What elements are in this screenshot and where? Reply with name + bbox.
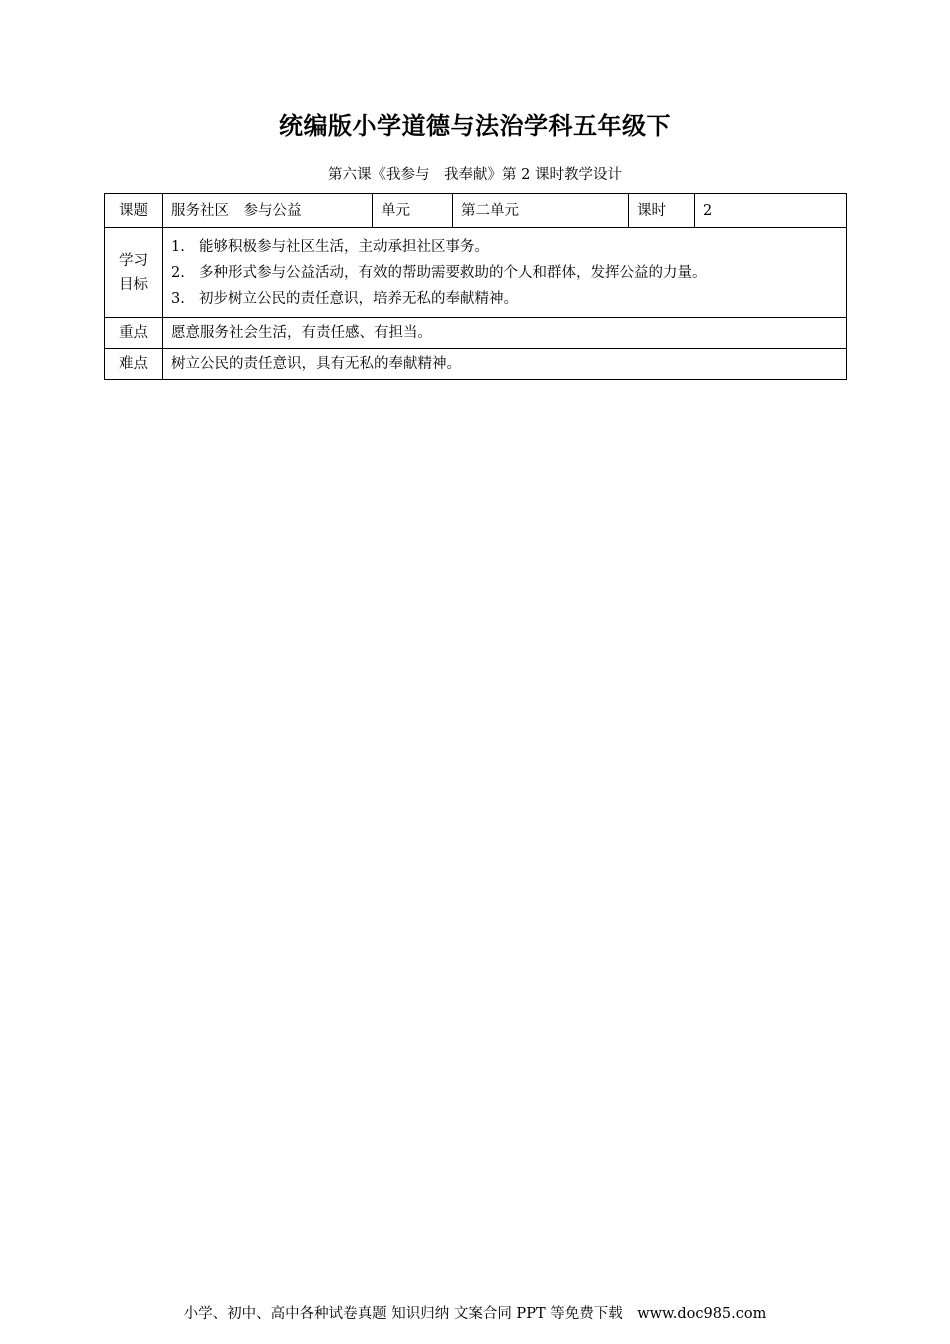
period-label: 课时 [629, 194, 695, 228]
goals-list [163, 228, 847, 318]
unit-label: 单元 [373, 194, 453, 228]
table-row-goals [105, 228, 847, 318]
goal-number: 3. [171, 290, 185, 307]
goals-label-line1: 学习 [119, 252, 148, 269]
goal-item [171, 286, 838, 312]
goal-number: 2. [171, 264, 185, 281]
goals-label [105, 228, 163, 318]
difficulty-label: 难点 [105, 349, 163, 380]
topic-label: 课题 [105, 194, 163, 228]
topic-value: 服务社区 参与公益 [163, 194, 373, 228]
table-row-topic [105, 194, 847, 228]
key-point-label: 重点 [105, 318, 163, 349]
table-row-key-point [105, 318, 847, 349]
lesson-plan-table [104, 193, 847, 380]
table-row-difficulty [105, 349, 847, 380]
goal-text: 初步树立公民的责任意识，培养无私的奉献精神。 [199, 290, 518, 307]
page-footer: 小学、初中、高中各种试卷真题 知识归纳 文案合同 PPT 等免费下载 www.doc985.com [183, 1306, 767, 1322]
unit-value: 第二单元 [453, 194, 629, 228]
document-title: 统编版小学道德与法治学科五年级下 [279, 111, 671, 140]
goal-item [171, 234, 838, 260]
goal-number: 1. [171, 238, 185, 255]
goal-item [171, 260, 838, 286]
key-point-value: 愿意服务社会生活，有责任感、有担当。 [163, 318, 847, 349]
document-subtitle: 第六课《我参与 我奉献》第 2 课时教学设计 [328, 167, 622, 183]
goal-text: 多种形式参与公益活动，有效的帮助需要救助的个人和群体，发挥公益的力量。 [199, 264, 707, 281]
difficulty-value: 树立公民的责任意识，具有无私的奉献精神。 [163, 349, 847, 380]
goals-label-line2: 目标 [119, 276, 148, 293]
period-value: 2 [695, 194, 847, 228]
goal-text: 能够积极参与社区生活，主动承担社区事务。 [199, 238, 489, 255]
